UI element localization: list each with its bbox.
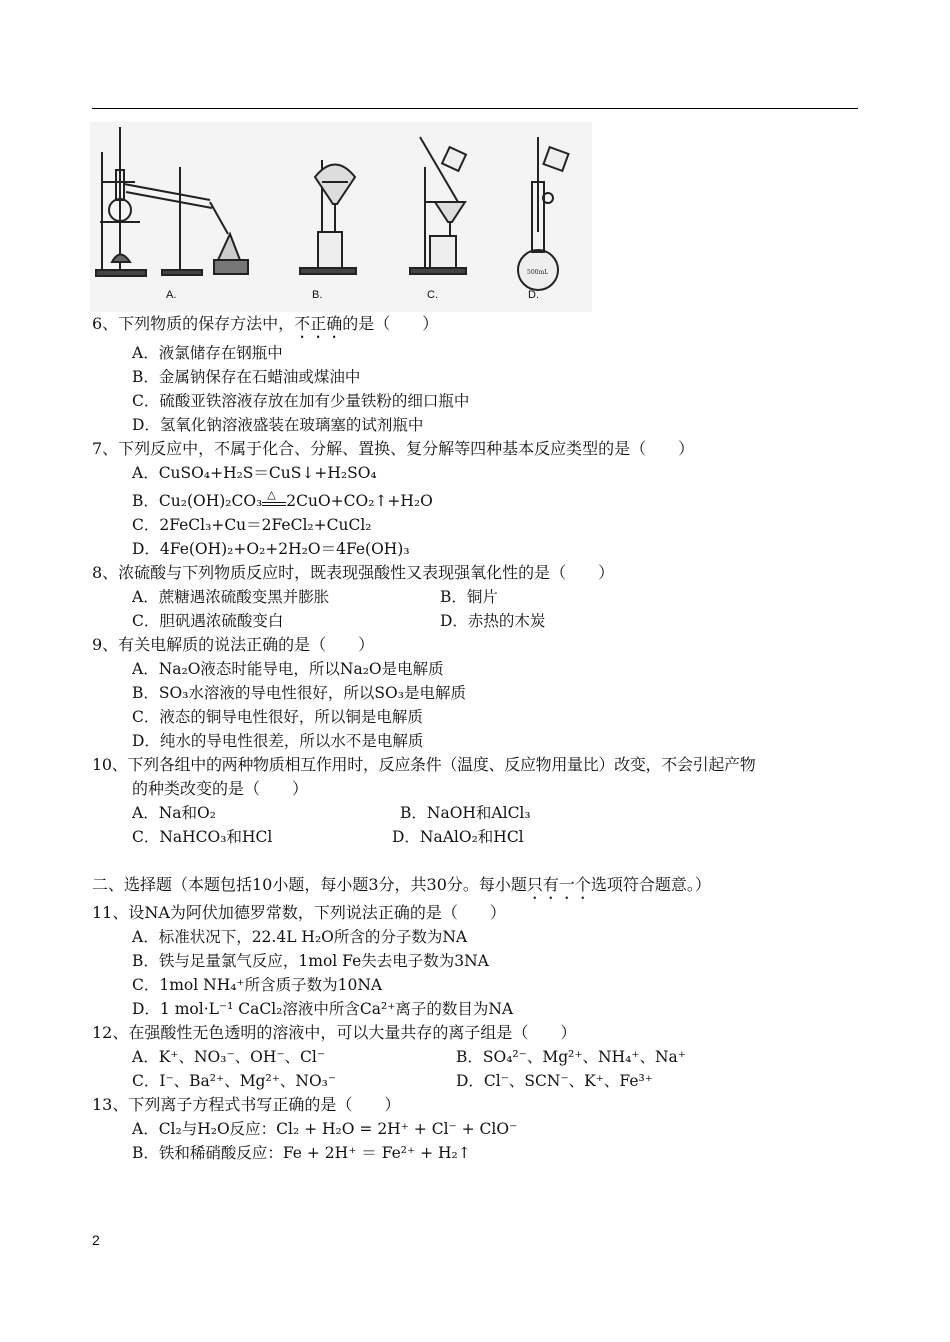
q6-stem: 6、下列物质的保存方法中，不正确的是（ ） <box>92 314 439 333</box>
q9-option-b: B．SO₃水溶液的导电性很好，所以SO₃是电解质 <box>132 684 466 702</box>
q7-option-c: C．2FeCl₃+Cu＝2FeCl₂+CuCl₂ <box>132 516 372 534</box>
heat-symbol: △ <box>267 488 276 501</box>
q9-option-d: D．纯水的导电性很差，所以水不是电解质 <box>132 732 424 750</box>
q12-option-d: D．Cl⁻、SCN⁻、K⁺、Fe³⁺ <box>456 1072 653 1090</box>
q10-option-a: A．Na和O₂ <box>132 804 216 822</box>
q11-option-a: A．标准状况下，22.4L H₂O所含的分子数为NA <box>132 928 468 946</box>
q8-option-d: D．赤热的木炭 <box>440 612 546 630</box>
q9-option-c: C．液态的铜导电性很好，所以铜是电解质 <box>132 708 423 726</box>
q12-stem: 12、在强酸性无色透明的溶液中，可以大量共存的离子组是（ ） <box>92 1023 577 1042</box>
q9-stem: 9、有关电解质的说法正确的是（ ） <box>92 635 375 654</box>
q8-option-b: B．铜片 <box>440 588 498 606</box>
q8-option-a: A．蔗糖遇浓硫酸变黑并膨胀 <box>132 588 330 606</box>
apparatus-figure <box>90 122 592 312</box>
q10-option-d: D．NaAlO₂和HCl <box>392 828 524 846</box>
q7-option-d: D．4Fe(OH)₂+O₂+2H₂O＝4Fe(OH)₃ <box>132 540 410 558</box>
page-number: 2 <box>92 1232 100 1248</box>
q7-option-b: B．Cu₂(OH)₂CO₃ △ 2CuO+CO₂↑+H₂O <box>132 490 433 512</box>
q6-option-b: B．金属钠保存在石蜡油或煤油中 <box>132 368 361 386</box>
q11-option-c: C．1mol NH₄⁺所含质子数为10NA <box>132 976 383 994</box>
figure-label-a: A. <box>166 289 177 301</box>
q11-option-d: D．1 mol·L⁻¹ CaCl₂溶液中所含Ca²⁺离子的数目为NA <box>132 1000 514 1018</box>
q11-option-b: B．铁与足量氯气反应，1mol Fe失去电子数为3NA <box>132 952 489 970</box>
q10-option-c: C．NaHCO₃和HCl <box>132 828 273 846</box>
figure-label-d: D. <box>528 289 539 301</box>
q13-stem: 13、下列离子方程式书写正确的是（ ） <box>92 1095 401 1114</box>
q6-option-d: D．氢氧化钠溶液盛装在玻璃塞的试剂瓶中 <box>132 416 424 434</box>
q8-stem: 8、浓硫酸与下列物质反应时，既表现强酸性又表现强氧化性的是（ ） <box>92 563 615 582</box>
q10-stem-line1: 10、下列各组中的两种物质相互作用时，反应条件（温度、反应物用量比）改变，不会引起产物 <box>92 755 756 774</box>
q11-stem: 11、设NA为阿伏加德罗常数，下列说法正确的是（ ） <box>92 903 506 922</box>
figure-label-c: C. <box>427 289 438 301</box>
q9-option-a: A．Na₂O液态时能导电，所以Na₂O是电解质 <box>132 660 444 678</box>
q6-option-c: C．硫酸亚铁溶液存放在加有少量铁粉的细口瓶中 <box>132 392 470 410</box>
figure-label-b: B. <box>312 289 323 301</box>
q8-option-c: C．胆矾遇浓硫酸变白 <box>132 612 284 630</box>
q6-option-a: A．液氯储存在钢瓶中 <box>132 344 283 362</box>
q13-option-a: A．Cl₂与H₂O反应：Cl₂ + H₂O = 2H⁺ + Cl⁻ + ClO⁻ <box>132 1120 518 1138</box>
q7-option-a: A．CuSO₄+H₂S＝CuS↓+H₂SO₄ <box>132 464 377 482</box>
q12-option-b: B．SO₄²⁻、Mg²⁺、NH₄⁺、Na⁺ <box>456 1048 686 1066</box>
svg-text:500mL: 500mL <box>527 269 549 276</box>
q10-stem-line2: 的种类改变的是（ ） <box>132 779 309 798</box>
q12-option-a: A．K⁺、NO₃⁻、OH⁻、Cl⁻ <box>132 1048 326 1066</box>
q13-option-b: B．铁和稀硝酸反应：Fe + 2H⁺ ＝ Fe²⁺ + H₂↑ <box>132 1144 471 1162</box>
q7-stem: 7、下列反应中，不属于化合、分解、置换、复分解等四种基本反应类型的是（ ） <box>92 439 695 458</box>
section2-heading: 二、选择题（本题包括10小题，每小题3分，共30分。每小题只有一个选项符合题意。） <box>92 875 711 894</box>
q12-option-c: C．I⁻、Ba²⁺、Mg²⁺、NO₃⁻ <box>132 1072 337 1090</box>
q10-option-b: B．NaOH和AlCl₃ <box>400 804 531 822</box>
header-rule <box>92 108 858 109</box>
